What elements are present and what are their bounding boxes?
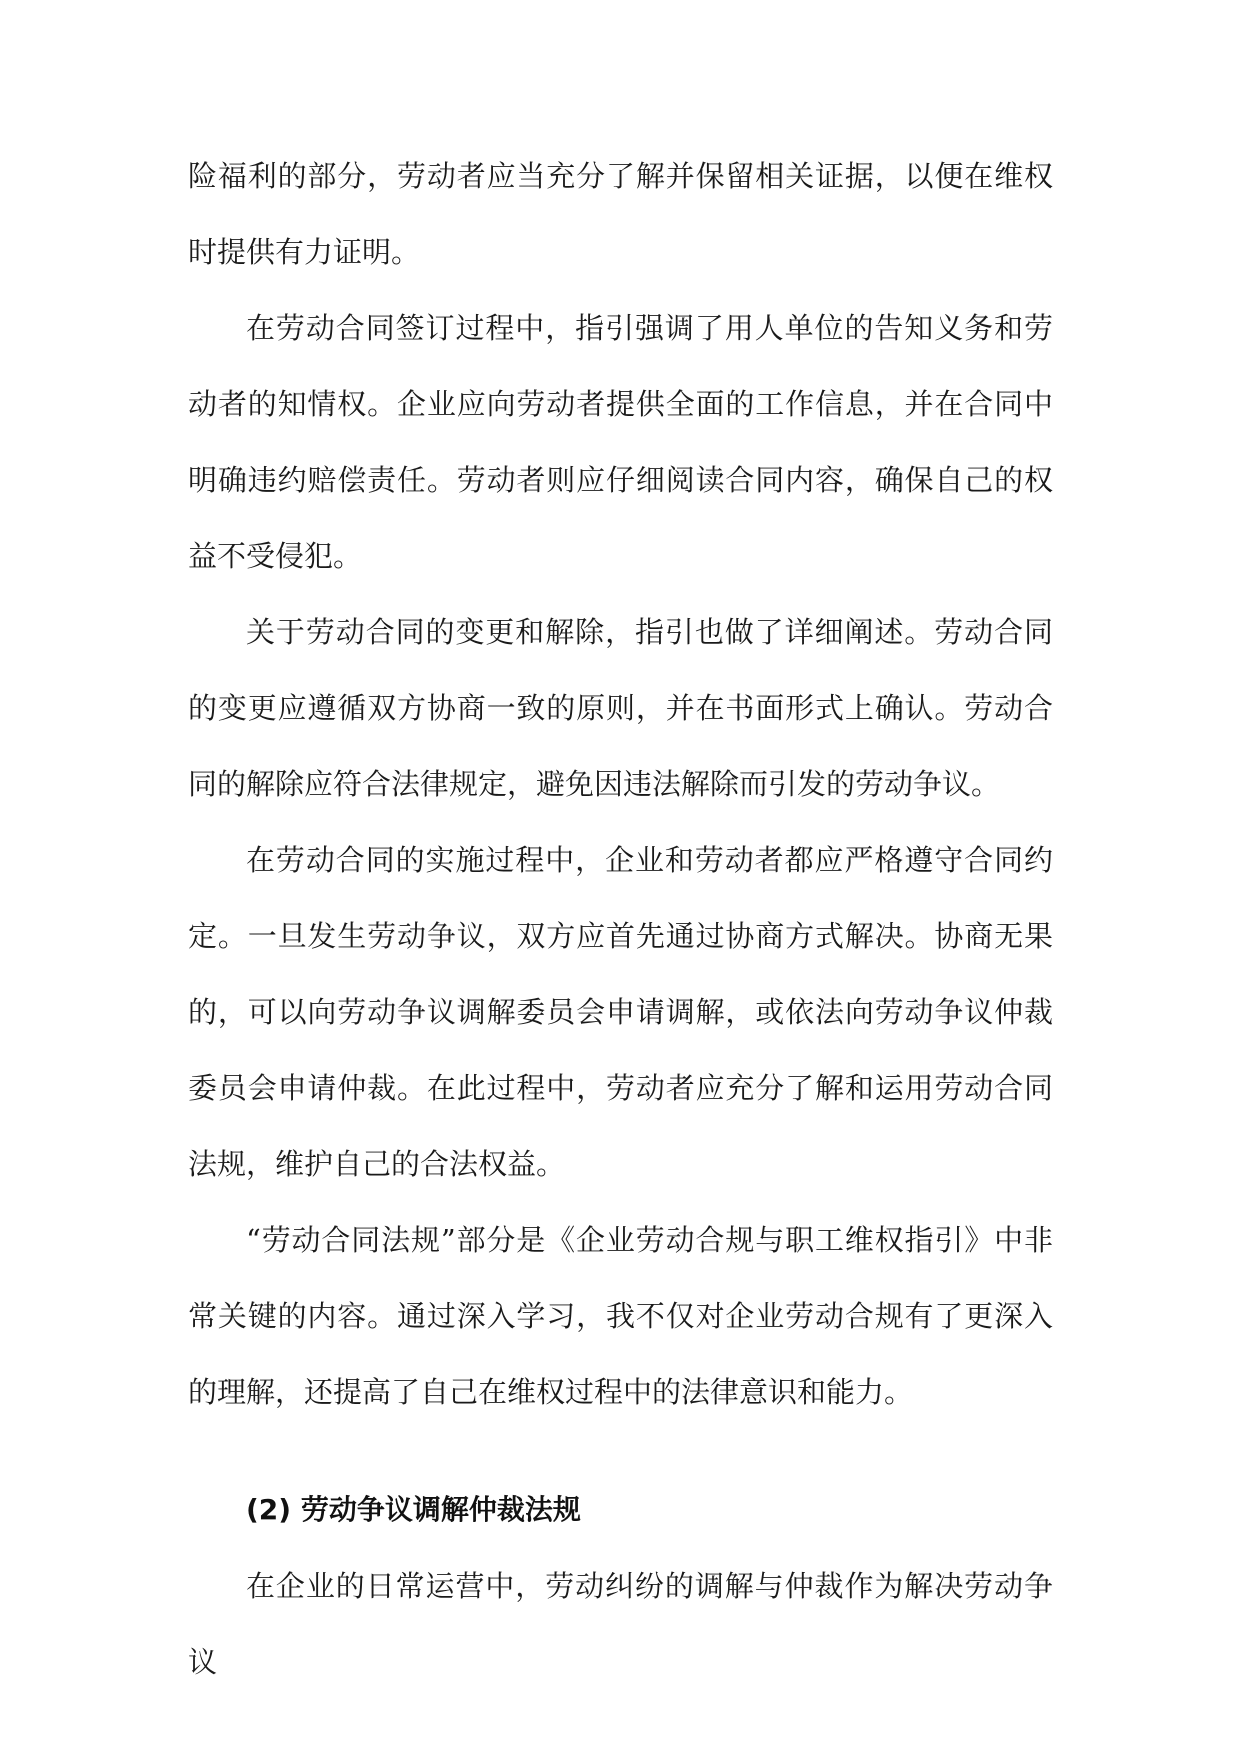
paragraph-contract-implementation: 在劳动合同的实施过程中，企业和劳动者都应严格遵守合同约定。一旦发生劳动争议，双方应首先通过协商方式解决。协商无果的，可以向劳动争议调解委员会申请调解，或依法向劳动争议仲裁委员会申请仲裁。在此过程中，劳动者应充分了解和运用劳动合同法规，维护自己的合法权益。 [188, 843, 1053, 1181]
document-body [188, 138, 1053, 1700]
paragraph-summary: “劳动合同法规”部分是《企业劳动合规与职工维权指引》中非常关键的内容。通过深入学习，我不仅对企业劳动合规有了更深入的理解，还提高了自己在维权过程中的法律意识和能力。 [188, 1223, 1053, 1409]
paragraph-contract-signing: 在劳动合同签订过程中，指引强调了用人单位的告知义务和劳动者的知情权。企业应向劳动者提供全面的工作信息，并在合同中明确违约赔偿责任。劳动者则应仔细阅读合同内容，确保自己的权益不受侵犯。 [188, 311, 1053, 573]
paragraph-continued: 险福利的部分，劳动者应当充分了解并保留相关证据，以便在维权时提供有力证明。 [188, 159, 1053, 269]
paragraph-mediation-intro: 在企业的日常运营中，劳动纠纷的调解与仲裁作为解决劳动争议 [188, 1569, 1053, 1679]
section-heading: (2) 劳动争议调解仲裁法规 [246, 1493, 581, 1526]
paragraph-contract-change: 关于劳动合同的变更和解除，指引也做了详细阐述。劳动合同的变更应遵循双方协商一致的原则，并在书面形式上确认。劳动合同的解除应符合法律规定，避免因违法解除而引发的劳动争议。 [188, 615, 1053, 801]
